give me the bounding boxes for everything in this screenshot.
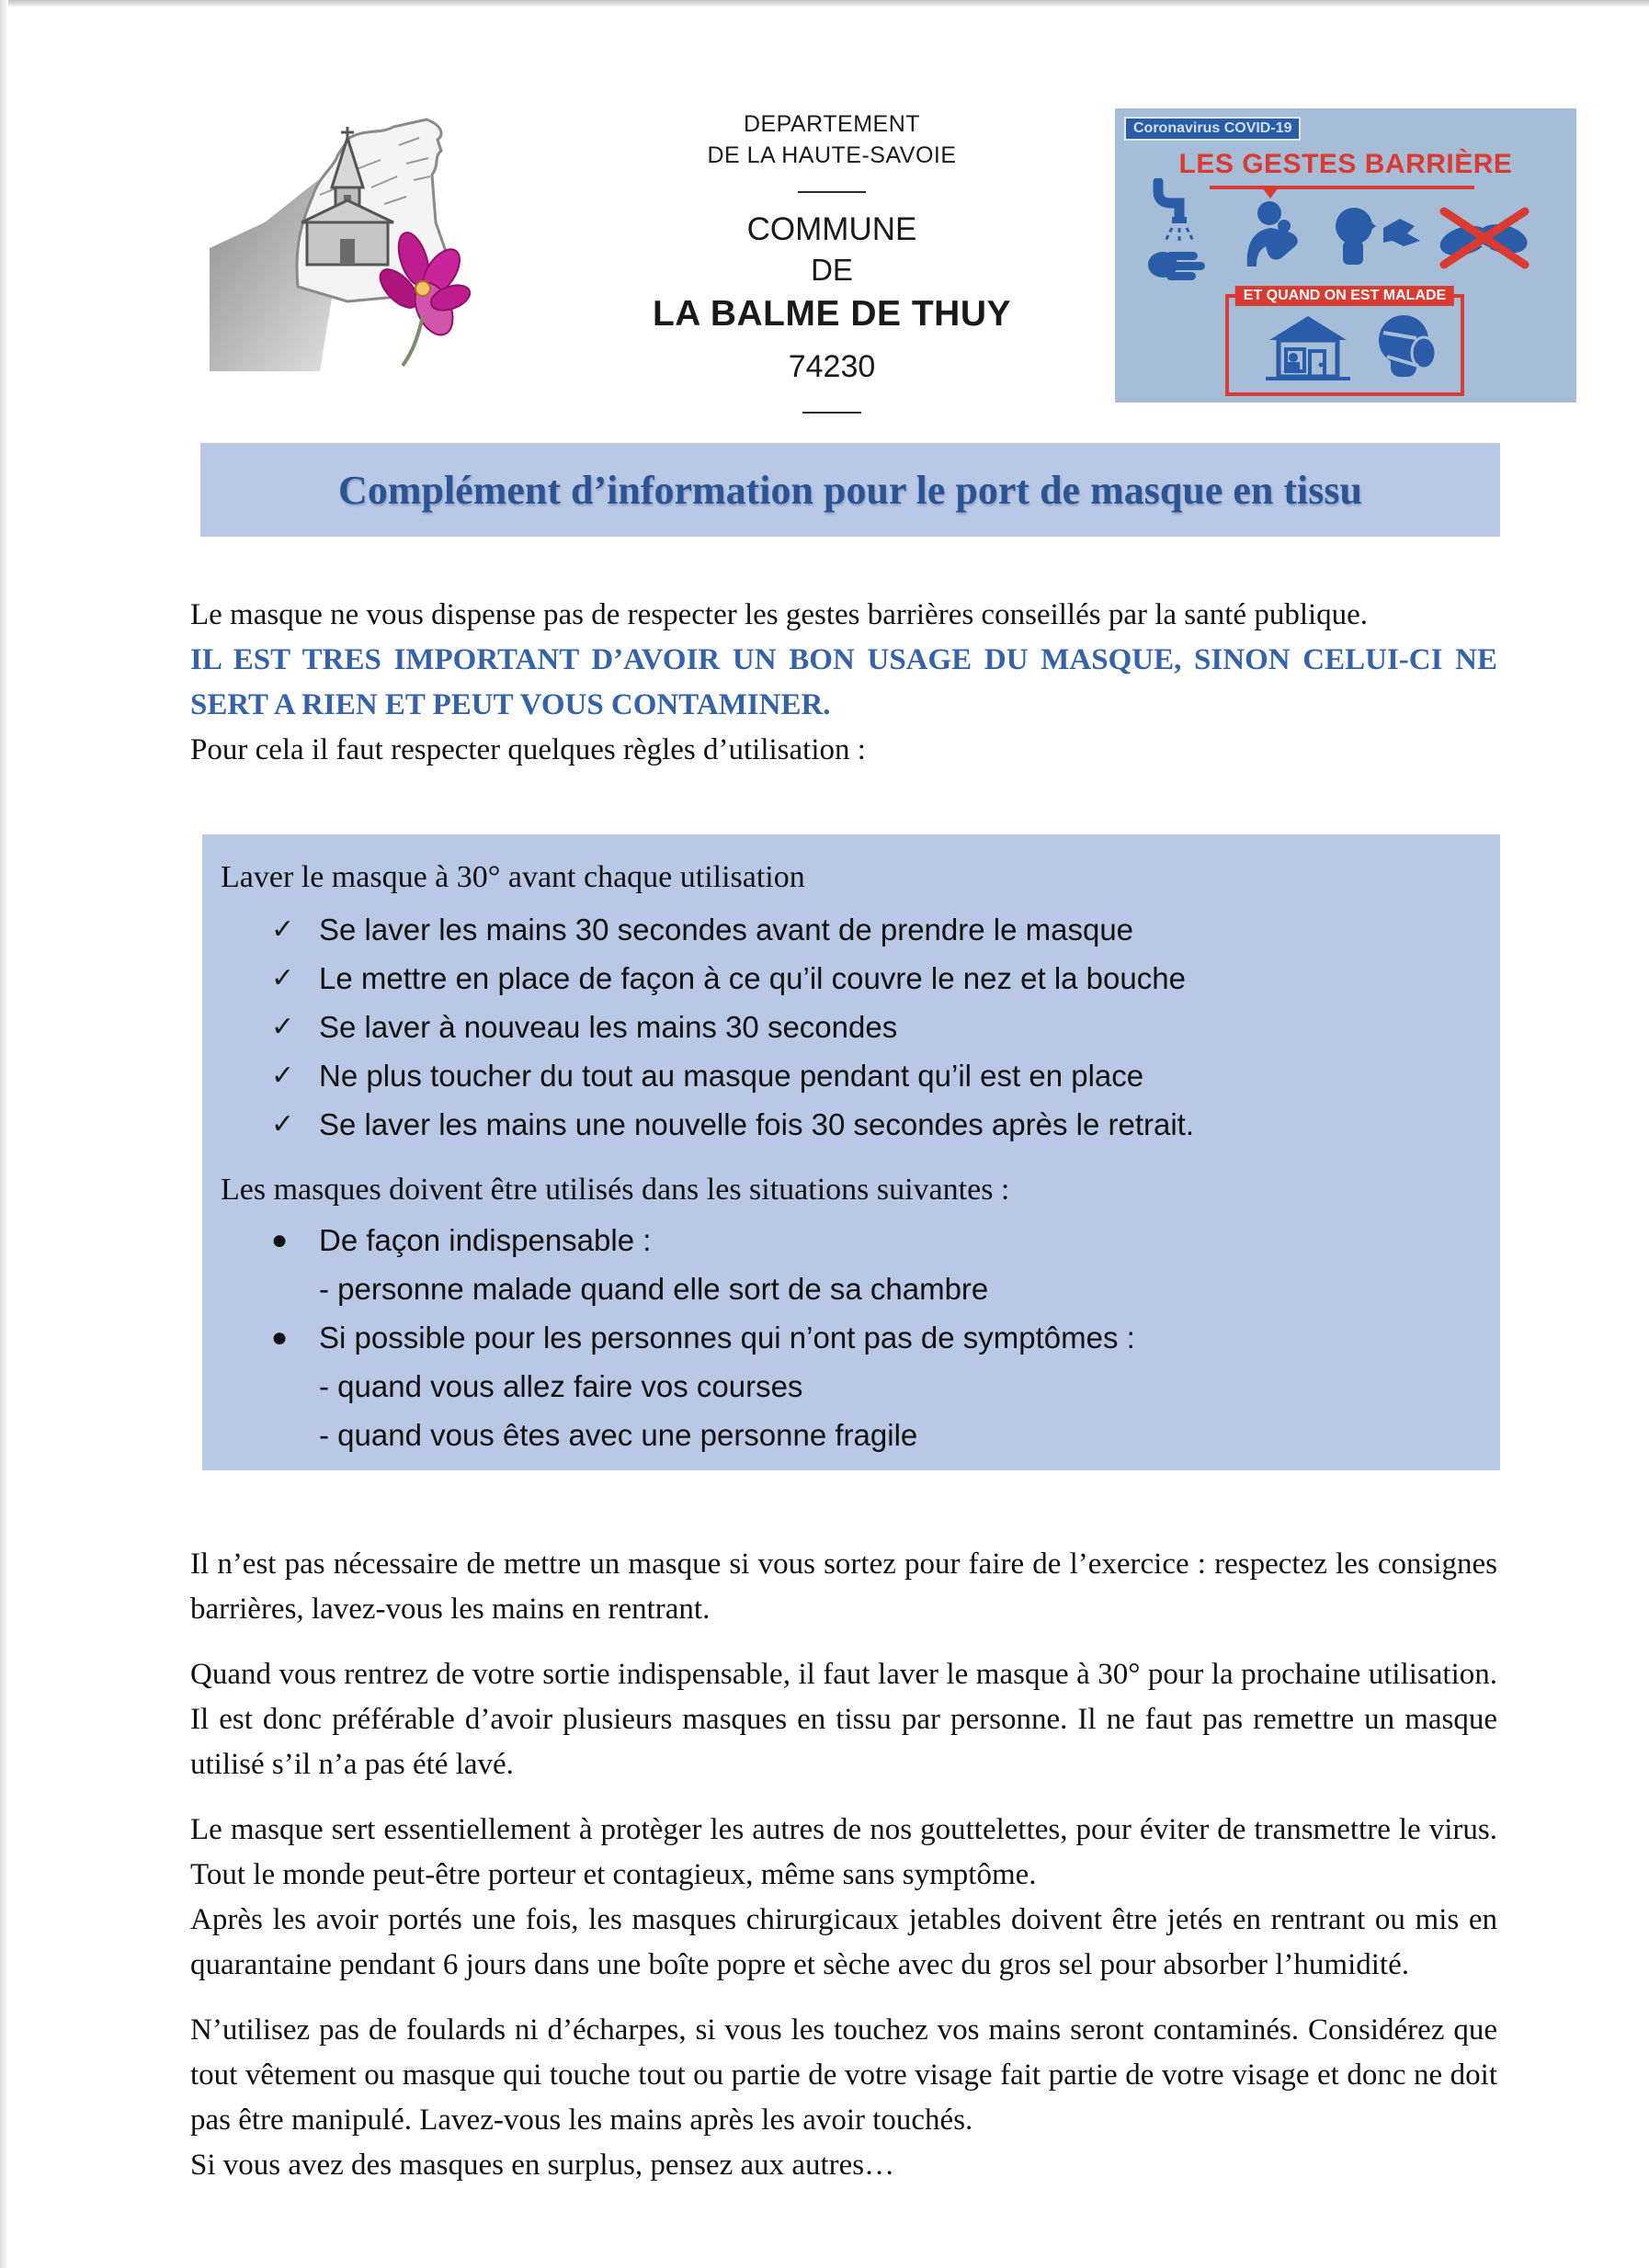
header-commune-block bbox=[570, 108, 1094, 414]
rules-box bbox=[202, 834, 1500, 1470]
gestes-barriere-infographic bbox=[1115, 108, 1576, 403]
checklist-item bbox=[221, 960, 1478, 997]
checkmark-icon: ✓ bbox=[271, 1108, 295, 1140]
covid-badge: Coronavirus COVID-19 bbox=[1124, 117, 1301, 141]
cough-into-elbow-icon bbox=[1236, 200, 1306, 266]
title-underline-tail bbox=[1262, 187, 1279, 198]
separator-line bbox=[798, 191, 866, 193]
checklist-item-text: Ne plus toucher du tout au masque pendant qu’il est en place bbox=[319, 1059, 1144, 1093]
department-line1: DEPARTEMENT bbox=[743, 111, 921, 137]
stay-home-icon bbox=[1262, 312, 1354, 382]
when-sick-label: ET QUAND ON EST MALADE bbox=[1235, 286, 1454, 306]
bullet-label: Si possible pour les personnes qui n’ont pas de symptômes : bbox=[319, 1321, 1135, 1355]
checklist-item-text: Le mettre en place de façon à ce qu’il couvre le nez et la bouche bbox=[319, 961, 1186, 995]
separator-line bbox=[802, 412, 861, 414]
scan-edge-top bbox=[0, 0, 1649, 6]
scan-edge-left bbox=[0, 0, 8, 2268]
wear-mask-icon bbox=[1372, 311, 1440, 382]
page-title: Complément d’information pour le port de masque en tissu bbox=[338, 467, 1362, 513]
body-text bbox=[190, 1542, 1497, 2208]
checklist-item bbox=[221, 1058, 1478, 1094]
body-paragraph: N’utilisez pas de foulards ni d’écharpes, si vous les touchez vos mains seront contaminés. Considérez que tout vêtement ou masque qui touche tout ou partie de votre visage fait partie de votre visage et donc ne doit pas être manipulé. Lavez-vous les mains après les avoir touchés. bbox=[190, 2013, 1497, 2137]
checklist-item bbox=[221, 1009, 1478, 1046]
title-banner bbox=[200, 443, 1500, 537]
checklist-item bbox=[221, 1106, 1478, 1143]
situations-list bbox=[221, 1222, 1478, 1454]
intro-paragraph: Le masque ne vous dispense pas de respecter les gestes barrières conseillés par la santé publique. bbox=[190, 598, 1369, 631]
rules-heading: Laver le masque à 30° avant chaque utilisation bbox=[221, 860, 805, 894]
department-line2: DE LA HAUTE-SAVOIE bbox=[707, 142, 957, 168]
body-paragraph: Il n’est pas nécessaire de mettre un masque si vous sortez pour faire de l’exercice : respectez les consignes barrières, lavez-vous les mains en rentrant. bbox=[190, 1548, 1497, 1626]
checklist-item-text: Se laver à nouveau les mains 30 secondes bbox=[319, 1010, 898, 1044]
commune-name: LA BALME DE THUY bbox=[652, 294, 1012, 334]
intro-rules-lead: Pour cela il faut respecter quelques règles d’utilisation : bbox=[190, 733, 866, 766]
infographic-title: LES GESTES BARRIÈRE bbox=[1178, 149, 1513, 179]
body-paragraph: Après les avoir portés une fois, les masques chirurgicaux jetables doivent être jetés en rentrant ou mis en quarantaine pendant 6 jours dans une boîte popre et sèche avec du gros sel pour absorber l’humidité. bbox=[190, 1903, 1497, 1981]
situations-heading: Les masques doivent être utilisés dans les situations suivantes : bbox=[221, 1173, 1010, 1207]
checkmark-icon: ✓ bbox=[271, 1011, 295, 1043]
no-handshake-icon bbox=[1435, 206, 1534, 272]
commune-word: COMMUNE bbox=[746, 211, 917, 247]
body-paragraph: Quand vous rentrez de votre sortie indispensable, il faut laver le masque à 30° pour la prochaine utilisation. Il est donc préférable d’avoir plusieurs masques en tissu par personne. Il ne faut pas remettre un masque utilisé s’il n’a pas été lavé. bbox=[190, 1658, 1497, 1781]
sneeze-into-tissue-icon bbox=[1328, 202, 1424, 265]
checklist-item-text: Se laver les mains 30 secondes avant de prendre le masque bbox=[319, 913, 1134, 947]
body-paragraph: Le masque sert essentiellement à protèger les autres de nos gouttelettes, pour éviter de transmettre le virus. Tout le monde peut-être porteur et contagieux, même sans symptôme. bbox=[190, 1813, 1497, 1891]
bullet-item bbox=[221, 1222, 1478, 1259]
checkmark-icon: ✓ bbox=[271, 962, 295, 994]
bullet-subitem: - quand vous allez faire vos courses bbox=[319, 1369, 803, 1403]
when-sick-box bbox=[1225, 288, 1464, 396]
bullet-label: De façon indispensable : bbox=[319, 1223, 652, 1257]
bullet-subitem: - personne malade quand elle sort de sa chambre bbox=[319, 1272, 989, 1306]
checkmark-icon: ✓ bbox=[271, 1060, 295, 1092]
bullet-icon: ● bbox=[271, 1225, 289, 1255]
postal-code: 74230 bbox=[788, 349, 876, 384]
intro-warning-paragraph: IL EST TRES IMPORTANT D’AVOIR UN BON USAGE DU MASQUE, SINON CELUI-CI NE SERT A RIEN ET PEUT VOUS CONTAMINER. bbox=[190, 643, 1497, 721]
village-illustration bbox=[210, 85, 487, 371]
body-paragraph: Si vous avez des masques en surplus, pensez aux autres… bbox=[190, 2149, 895, 2182]
commune-de: DE bbox=[811, 253, 853, 287]
rules-checklist bbox=[221, 912, 1478, 1143]
checkmark-icon: ✓ bbox=[271, 913, 295, 946]
title-underline bbox=[1210, 186, 1474, 189]
checklist-item-text: Se laver les mains une nouvelle fois 30 secondes après le retrait. bbox=[319, 1107, 1195, 1141]
bullet-subitem: - quand vous êtes avec une personne fragile bbox=[319, 1418, 918, 1452]
bullet-icon: ● bbox=[271, 1322, 289, 1353]
wash-hands-icon bbox=[1146, 178, 1209, 283]
bullet-item bbox=[221, 1320, 1478, 1356]
checklist-item bbox=[221, 912, 1478, 948]
intro-block bbox=[190, 593, 1497, 773]
